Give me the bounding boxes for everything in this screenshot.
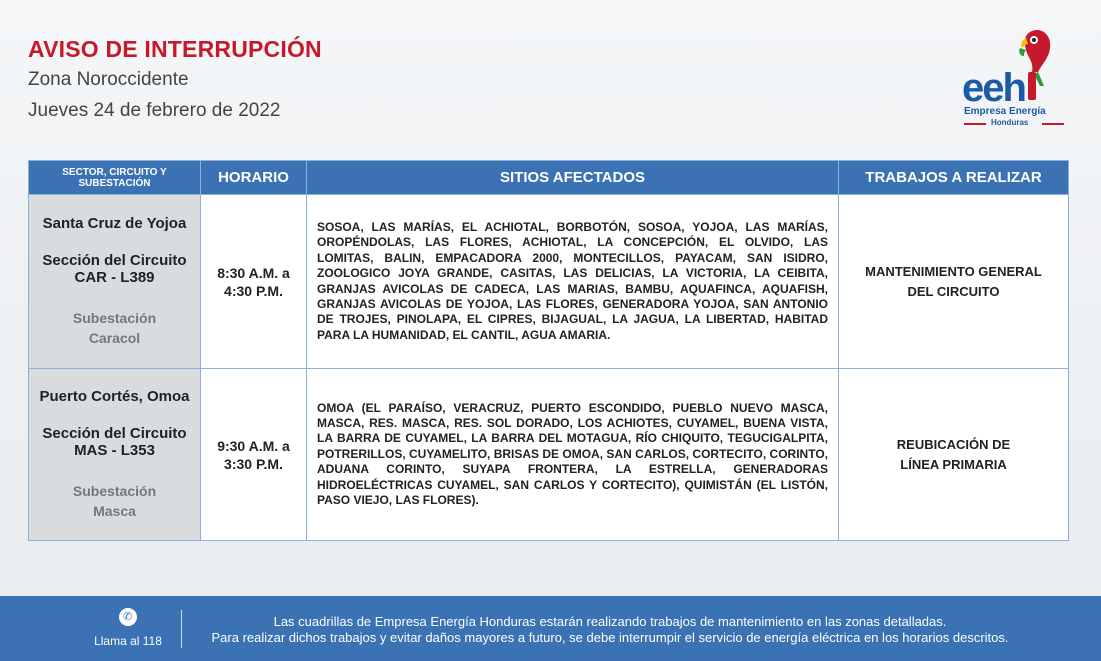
logo-rule: [1042, 123, 1064, 125]
header-sector: SECTOR, CIRCUITO Y SUBESTACIÓN: [29, 161, 201, 195]
footer-message-line: Para realizar dichos trabajos y evitar daños mayores a futuro, se debe interrumpir el servicio de energía eléctrica en los horarios descritos.: [211, 630, 1009, 645]
sector-city: Puerto Cortés, Omoa: [39, 388, 190, 405]
hours-end: 3:30 P.M.: [224, 455, 283, 472]
header-hours: HORARIO: [201, 161, 307, 195]
sites-cell: SOSOA, LAS MARÍAS, EL ACHIOTAL, BORBOTÓN, SOSOA, YOJOA, LAS MARÍAS, OROPÉNDOLAS, LAS FLORES, ACHIOTAL, LA CONCEPCIÓN, EL OLVIDO, LAS LOMITAS, BALIN, EMPACADORA 2000, MONTECILLOS, PAYACAM, SAN ISIDRO, ZOOLOGICO JOYA GRANDE, CASITAS, LAS DELICIAS, LA VICTORIA, LA CEIBITA, GRANJAS AVICOLAS DE CADECA, LAS MARIAS, BAMBU, AQUAFINCA, AQUAFISH, GRANJAS AVICOLAS DE YOJOA, LAS FLORES, GENERADORA YOJOA, SAN ANTONIO DE TROJES, PINOLAPA, EL CIPRES, BIJAGUAL, LA JAGUA, LA LIBERTAD, HABITAD PARA LA HUMANIDAD, EL CANTIL, AGUA AMARIA.: [307, 195, 839, 369]
hours-cell: [201, 195, 307, 369]
sector-cell: [29, 369, 201, 541]
zone-label: Zona Noroccidente: [28, 69, 189, 90]
table-header-row: [29, 161, 1069, 195]
sector-city: Santa Cruz de Yojoa: [42, 215, 187, 232]
schedule-table: [28, 160, 1069, 541]
work-line: REUBICACIÓN DE: [896, 436, 1011, 452]
circuit-code: MAS - L353: [74, 442, 155, 459]
page-title: AVISO DE INTERRUPCIÓN: [28, 36, 322, 62]
sites-cell: OMOA (EL PARAÍSO, VERACRUZ, PUERTO ESCONDIDO, PUEBLO NUEVO MASCA, MASCA, RES. MASCA, RES. SOL DORADO, LOS ACHIOTES, CUYAMEL, BUENA VISTA, LA BARRA DE CUYAMEL, LA BARRA DEL MOTAGUA, RÍO CHIQUITO, TEGUCIGALPITA, POTRERILLOS, CUYAMELITO, BRISAS DE OMOA, SAN CARLOS, CORTECITO, CORINTO, ADUANA CORINTO, SUYAPA FRONTERA, LA ESTRELLA, GENERADORAS HIDROELÉCTRICAS CUYAMEL, SAN CARLOS Y CORTECITO), QUIMISTÁN (EL LISTÓN, PASO VIEJO, LAS FLORES).: [307, 369, 839, 541]
company-logo: [958, 28, 1068, 128]
substation-name: Caracol: [88, 330, 141, 346]
logo-mark: eeh: [962, 66, 1025, 110]
work-cell: [839, 195, 1069, 369]
circuit-label: Sección del Circuito: [42, 252, 187, 269]
header-sites: SITIOS AFECTADOS: [307, 161, 839, 195]
work-line: LÍNEA PRIMARIA: [900, 456, 1007, 472]
substation-name: Masca: [93, 503, 136, 519]
logo-rule: [964, 123, 986, 125]
table-row: [29, 195, 1069, 369]
phone-icon: ✆: [119, 608, 137, 626]
logo-country-label: Honduras: [991, 118, 1029, 127]
work-line: DEL CIRCUITO: [907, 283, 1000, 299]
logo-name: Empresa Energía: [964, 106, 1046, 117]
hours-end: 4:30 P.M.: [224, 282, 283, 299]
footer-message: [190, 614, 1030, 646]
substation-label: Subestación: [72, 483, 157, 499]
footer-bar: [0, 596, 1101, 661]
header: [28, 36, 322, 122]
footer-divider: [181, 610, 182, 648]
circuit-code: CAR - L389: [74, 269, 155, 286]
logo-country: [964, 118, 1064, 128]
header-work: TRABAJOS A REALIZAR: [839, 161, 1069, 195]
footer-message-line: Las cuadrillas de Empresa Energía Honduras estarán realizando trabajos de mantenimiento en las zonas detalladas.: [273, 614, 947, 629]
hours-start: 8:30 A.M. a: [217, 264, 290, 281]
hours-cell: [201, 369, 307, 541]
table-row: [29, 369, 1069, 541]
call-label: Llama al 118: [94, 634, 162, 648]
work-cell: [839, 369, 1069, 541]
logo-accent: [1028, 72, 1036, 100]
hours-start: 9:30 A.M. a: [217, 437, 290, 454]
substation-label: Subestación: [72, 310, 157, 326]
call-link[interactable]: [88, 608, 168, 648]
date-label: Jueves 24 de febrero de 2022: [28, 100, 281, 121]
circuit-label: Sección del Circuito: [42, 425, 187, 442]
work-line: MANTENIMIENTO GENERAL: [865, 263, 1042, 279]
sector-cell: [29, 195, 201, 369]
